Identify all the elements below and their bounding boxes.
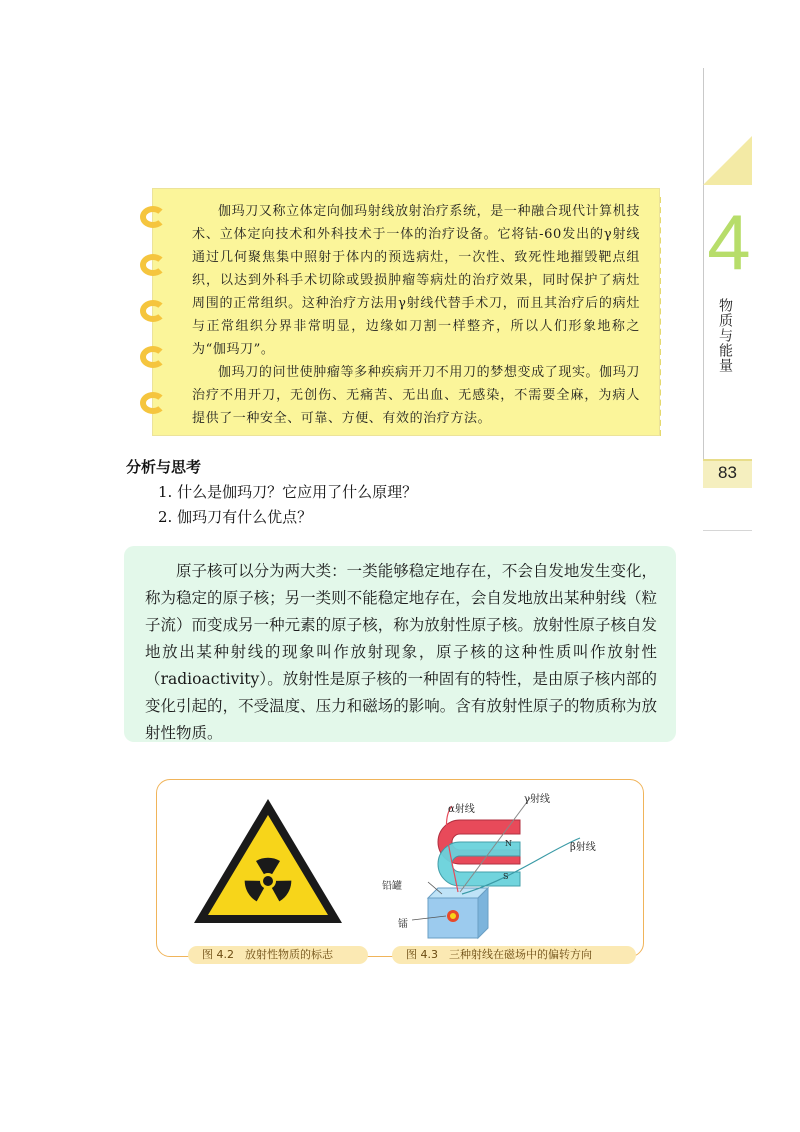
magnet-diagram (380, 790, 620, 940)
figure-caption-4-2: 图 4.2 放射性物质的标志 (188, 946, 368, 964)
question-2: 2. 伽玛刀有什么优点？ (158, 508, 313, 526)
question-1: 1. 什么是伽玛刀？它应用了什么原理？ (158, 483, 418, 501)
side-tab-triangle (703, 136, 752, 185)
alpha-ray-label: α射线 (448, 804, 475, 815)
definition-text: 原子核可以分为两大类：一类能够稳定地存在，不会自发地发生变化，称为稳定的原子核；另一类则不能稳定地存在，会自发地放出某种射线（粒子流）而变成另一种元素的原子核，称为放射性原子核。放射性原子核自发地放出某种射线的现象叫作放射现象，原子核的这种性质叫作放射性（radioactivity）。放射性是原子核的一种固有的特性，是由原子核内部的变化引起的，不受温度、压力和磁场的影响。含有放射性原子的物质称为放射性物质。 (145, 562, 657, 742)
chapter-title: 物质与能量 (717, 298, 733, 373)
note-text (192, 200, 640, 430)
magnet-north-label: N (505, 839, 512, 848)
side-tab-bottom (703, 486, 752, 531)
lead-container-icon (428, 888, 488, 938)
analysis-heading: 分析与思考 (126, 458, 202, 476)
note-paragraph-1: 伽玛刀又称立体定向伽玛射线放射治疗系统，是一种融合现代计算机技术、立体定向技术和外科技术于一体的治疗设备。它将钴-60发出的γ射线通过几何聚焦集中照射于体内的预选病灶，一次性、致死性地摧毁靶点组织，以达到外科手术切除或毁损肿瘤等病灶的治疗效果，同时保护了病灶周围的正常组织。这种治疗方法用γ射线代替手术刀，而且其治疗后的病灶与正常组织分界非常明显，边缘如刀割一样整齐，所以人们形象地称之为“伽玛刀”。 (192, 204, 640, 357)
gamma-ray-label: γ射线 (524, 794, 550, 805)
spiral-ring-icon (140, 254, 166, 276)
radiation-warning-sign-icon (190, 795, 346, 927)
spiral-ring-icon (140, 206, 166, 228)
figure-caption-4-3: 图 4.3 三种射线在磁场中的偏转方向 (392, 946, 636, 964)
beta-ray-label: β射线 (570, 842, 596, 853)
spiral-ring-icon (140, 346, 166, 368)
side-rule (703, 68, 704, 488)
radium-label: 镭 (398, 919, 408, 930)
note-paragraph-2: 伽玛刀的问世使肿瘤等多种疾病开刀不用刀的梦想变成了现实。伽玛刀治疗不用开刀，无创伤、无痛苦、无出血、无感染，不需要全麻，为病人提供了一种安全、可靠、方便、有效的治疗方法。 (192, 365, 640, 426)
spiral-ring-icon (140, 392, 166, 414)
magnet-south-label: S (503, 872, 509, 881)
spiral-ring-icon (140, 300, 166, 322)
chapter-number: 4 (707, 198, 751, 286)
page-number: 83 (718, 463, 737, 482)
lead-can-label: 铅罐 (382, 881, 402, 892)
